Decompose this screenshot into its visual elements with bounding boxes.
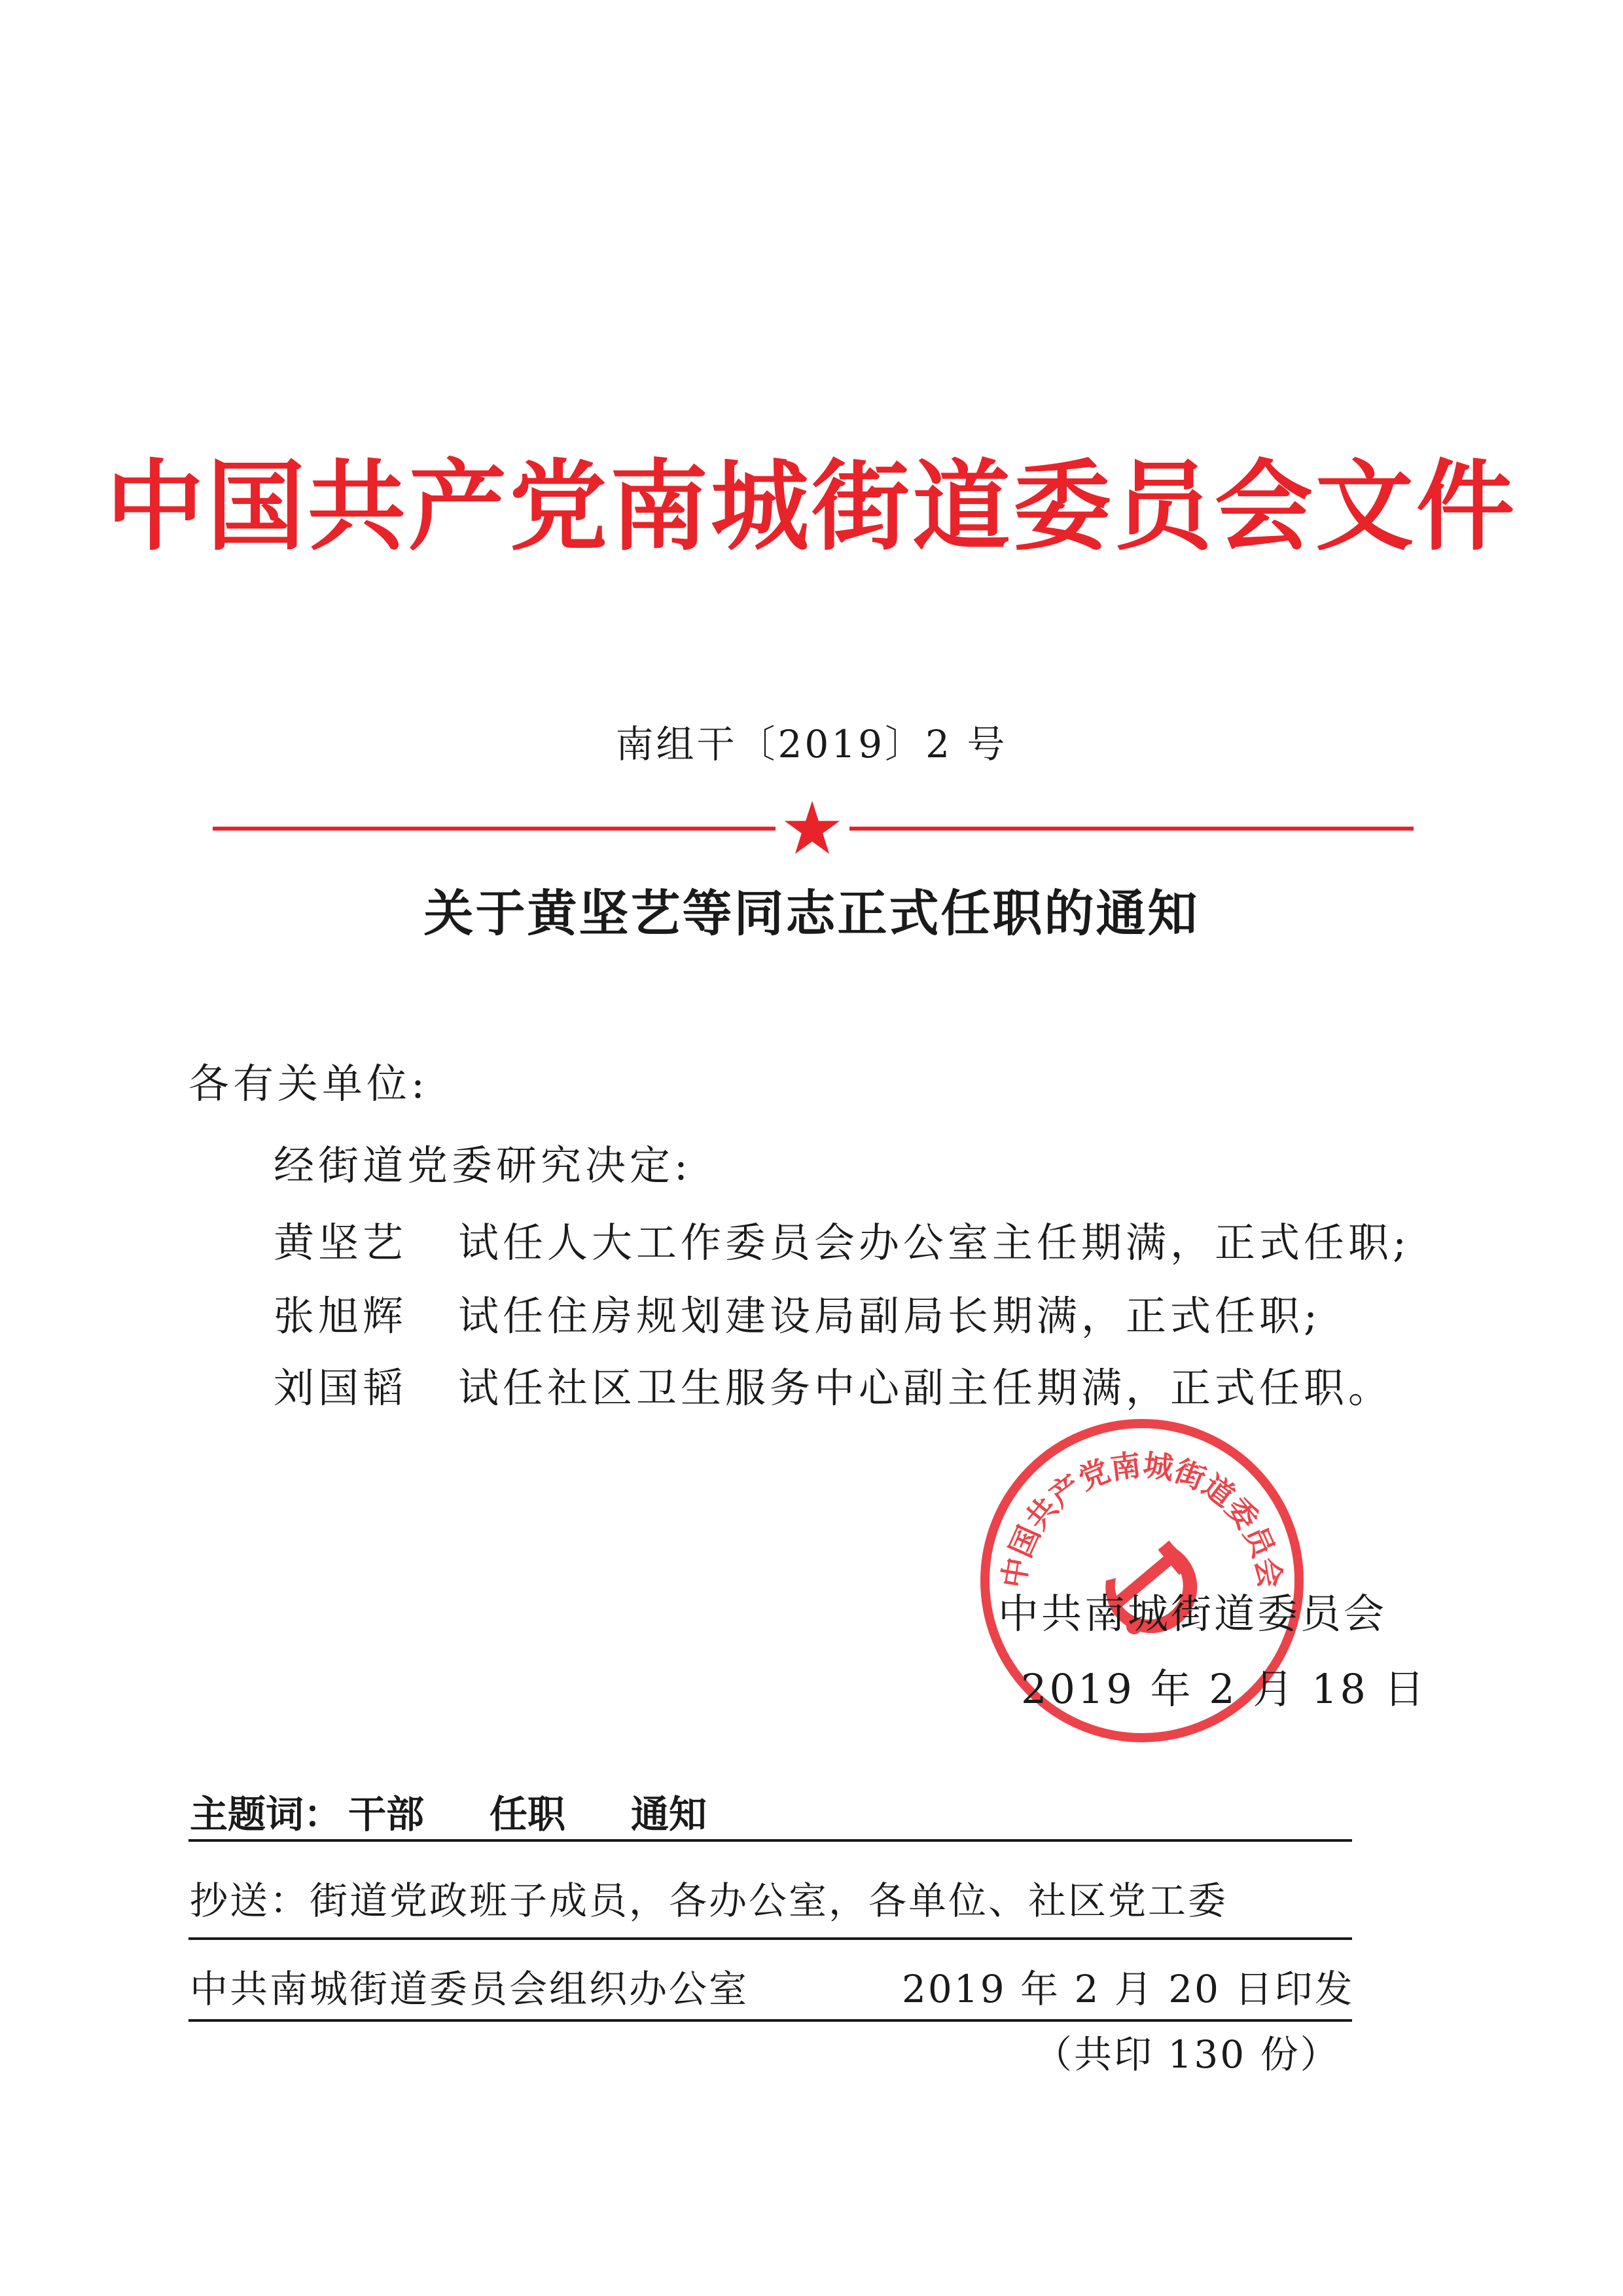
issuer-header-title: 中国共产党南城街道委员会文件 xyxy=(105,450,1517,564)
red-divider-left xyxy=(213,827,776,831)
appointee-name: 黄坚艺 xyxy=(274,1219,408,1266)
subject-label: 主题词： xyxy=(190,1792,342,1837)
subject-word: 通知 xyxy=(631,1792,707,1837)
appointment-text: 试任住房规划建设局副局长期满，正式任职; xyxy=(458,1292,1321,1340)
document-number: 南组干〔2019〕2 号 xyxy=(615,722,1008,766)
print-date: 2019 年 2 月 20 日印发 xyxy=(902,1967,1355,2011)
seal-arc-text: 中国共产党南城街道委员会 xyxy=(995,1446,1289,1591)
signing-organization: 中共南城街道委员会 xyxy=(998,1590,1387,1638)
red-divider-right xyxy=(849,827,1414,831)
appointee-name: 刘国韬 xyxy=(274,1364,408,1412)
subject-word: 任职 xyxy=(490,1792,566,1837)
red-star-icon xyxy=(783,798,842,857)
notice-title: 关于黄坚艺等同志正式任职的通知 xyxy=(423,884,1200,942)
footer-rule xyxy=(188,2019,1352,2022)
appointment-text: 试任人大工作委员会办公室主任期满，正式任职; xyxy=(458,1219,1410,1266)
subject-keywords xyxy=(190,1792,707,1837)
copies-count: （共印 130 份） xyxy=(1034,2032,1340,2077)
subject-word: 干部 xyxy=(348,1792,425,1837)
cc-recipients: 抄送：街道党政班子成员，各办公室，各单位、社区党工委 xyxy=(190,1878,1228,1923)
footer-rule xyxy=(188,1839,1352,1842)
appointment-text: 试任社区卫生服务中心副主任期满，正式任职。 xyxy=(458,1364,1393,1412)
printing-office: 中共南城街道委员会组织办公室 xyxy=(190,1967,749,2011)
signing-date: 2019 年 2 月 18 日 xyxy=(1021,1665,1427,1713)
intro-line: 经街道党委研究决定: xyxy=(274,1141,692,1189)
appointee-name: 张旭辉 xyxy=(274,1292,408,1340)
salutation: 各有关单位: xyxy=(188,1060,429,1107)
footer-rule xyxy=(188,1937,1352,1940)
